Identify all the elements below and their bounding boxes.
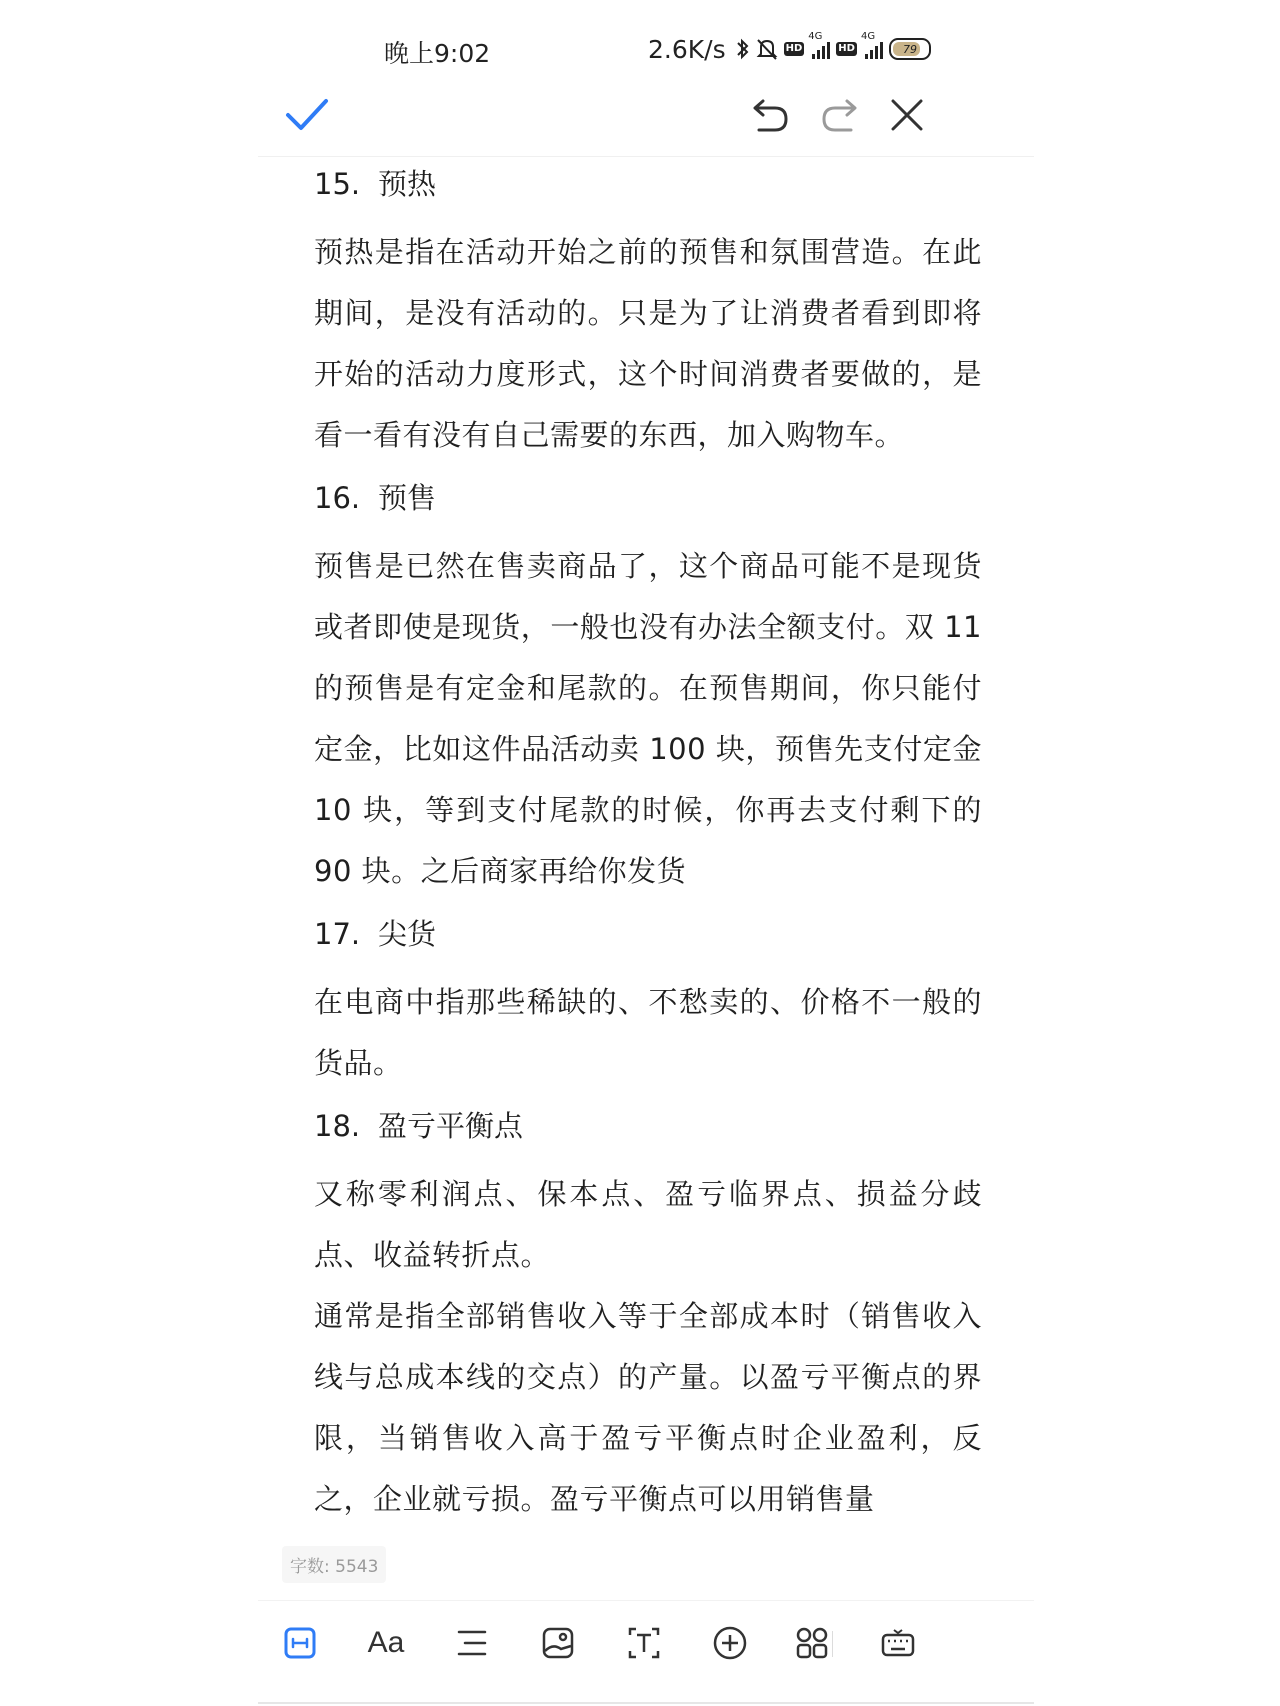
home-indicator (258, 1702, 1034, 1704)
apps-button[interactable] (788, 1619, 836, 1667)
keyboard-button[interactable] (874, 1619, 922, 1667)
close-icon (889, 97, 925, 133)
section-number: 15. (314, 167, 361, 201)
section-heading-17 (314, 914, 982, 954)
paragraph-button[interactable] (448, 1619, 496, 1667)
bottom-toolbar (258, 1600, 1034, 1685)
undo-icon (751, 95, 791, 135)
image-icon (541, 1626, 575, 1660)
paragraph[interactable]: 又称零利润点、保本点、盈亏临界点、损益分歧点、收益转折点。 (314, 1177, 982, 1272)
apps-icon (795, 1626, 829, 1660)
text-select-button[interactable] (276, 1619, 324, 1667)
mute-bell-icon (756, 37, 778, 61)
section-title: 盈亏平衡点 (378, 1109, 524, 1143)
image-button[interactable] (534, 1619, 582, 1667)
word-count: 字数: 5543 (282, 1546, 386, 1583)
battery-icon (889, 38, 931, 60)
confirm-button[interactable] (282, 90, 332, 140)
hd-badge-2: HD (838, 43, 855, 54)
network-speed: 2.6K/s (648, 34, 726, 64)
section-heading-16 (314, 478, 982, 518)
section-title: 尖货 (378, 917, 437, 951)
check-icon (284, 95, 330, 135)
section-title: 预热 (378, 167, 437, 201)
undo-button[interactable] (746, 90, 796, 140)
text-select-icon (283, 1626, 317, 1660)
insert-button[interactable] (706, 1619, 754, 1667)
signal-type-2: 4G (860, 31, 876, 42)
text-box-icon (627, 1626, 661, 1660)
paragraph[interactable]: 在电商中指那些稀缺的、不愁卖的、价格不一般的货品。 (314, 985, 982, 1080)
hd-badge-1: HD (785, 43, 803, 54)
status-time: 晚上9:02 (384, 39, 491, 68)
bluetooth-icon (736, 37, 750, 61)
font-style-icon: Aa (367, 1626, 405, 1659)
paragraph[interactable]: 预热是指在活动开始之前的预售和氛围营造。在此期间，是没有活动的。只是为了让消费者看到即将开始的活动力度形式，这个时间消费者要做的，是看一看有没有自己需要的东西，加入购物车。 (314, 235, 982, 452)
close-button[interactable] (882, 90, 932, 140)
paragraph[interactable]: 通常是指全部销售收入等于全部成本时（销售收入线与总成本线的交点）的产量。以盈亏平衡点的界限，当销售收入高于盈亏平衡点时企业盈利，反之，企业就亏损。盈亏平衡点可以用销售量 (314, 1299, 982, 1516)
phone-screen (258, 0, 1034, 1706)
text-box-button[interactable] (620, 1619, 668, 1667)
signal-icon-2 (860, 31, 883, 59)
editor-toolbar (258, 80, 1034, 157)
redo-icon (819, 95, 859, 135)
paragraph[interactable]: 预售是已然在售卖商品了，这个商品可能不是现货或者即使是现货，一般也没有办法全额支付。双 11 的预售是有定金和尾款的。在预售期间，你只能付定金，比如这件品活动卖 100 块，预售先支付定金 10 块，等到支付尾款的时候，你再去支付剩下的 90 块。之后商家再给你发货 (314, 549, 982, 888)
section-number: 17. (314, 917, 361, 951)
section-number: 16. (314, 481, 361, 515)
insert-icon (712, 1625, 748, 1661)
paragraph-icon (456, 1628, 488, 1658)
section-heading-18 (314, 1106, 982, 1146)
signal-icon-1 (808, 31, 830, 59)
battery-level: 79 (902, 42, 917, 56)
status-bar (258, 0, 1034, 76)
keyboard-icon (880, 1627, 916, 1659)
status-icons (648, 32, 931, 66)
section-number: 18. (314, 1109, 361, 1143)
section-title: 预售 (378, 481, 437, 515)
font-style-button[interactable] (362, 1619, 410, 1667)
section-heading-15 (314, 164, 982, 204)
signal-type-1: 4G (808, 31, 823, 42)
redo-button[interactable] (814, 90, 864, 140)
document-body[interactable] (314, 160, 982, 1600)
